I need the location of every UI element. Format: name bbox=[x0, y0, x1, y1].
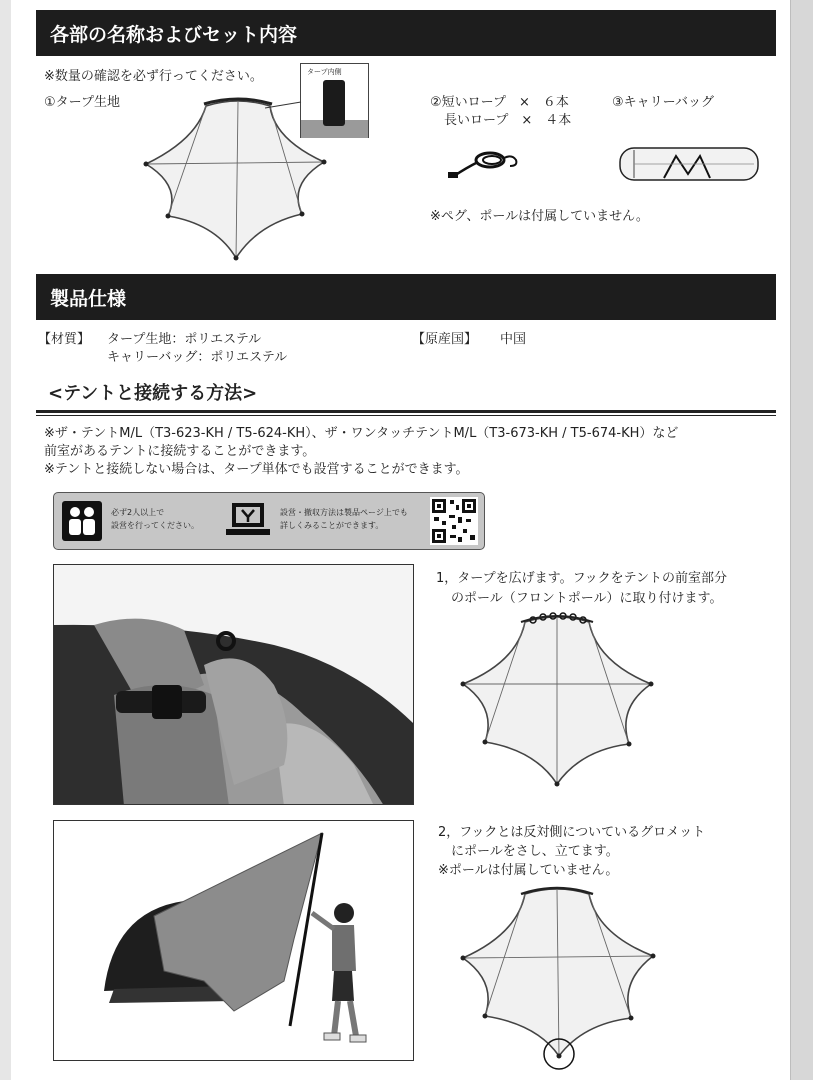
inset-label: タープ内側 bbox=[307, 68, 342, 76]
standalone-note: ※テントと接続しない場合は、タープ単体でも設営することができます。 bbox=[44, 462, 469, 477]
parts-heading: 各部の名称およびセット内容 bbox=[36, 10, 776, 56]
page-edge-right bbox=[790, 0, 813, 1080]
step2-line1: 2，フックとは反対側についているグロメット bbox=[438, 825, 706, 840]
carry-bag-icon bbox=[614, 138, 764, 186]
front-room-note: 前室があるテントに接続することができます。 bbox=[44, 444, 316, 459]
web-info-line2: 詳しくみることができます。 bbox=[280, 521, 384, 530]
long-rope-line: 長いロープ × ４本 bbox=[444, 113, 572, 128]
laptop-icon bbox=[224, 499, 272, 543]
step2-pole-note: ※ポールは付属していません。 bbox=[438, 863, 619, 878]
hook-icon bbox=[323, 80, 345, 126]
pitching-photo bbox=[53, 820, 414, 1061]
heading-rule bbox=[36, 410, 776, 416]
tarp-diagram-icon bbox=[455, 884, 661, 1074]
web-info-line1: 設営・撤収方法は製品ページ上でも bbox=[280, 508, 408, 517]
specs-heading: 製品仕様 bbox=[36, 274, 776, 320]
peg-pole-note: ※ペグ、ポールは付属していません。 bbox=[430, 209, 649, 224]
material-key: 【材質】 bbox=[38, 332, 91, 347]
qr-code-icon[interactable] bbox=[430, 497, 478, 545]
short-rope-line: ②短いロープ × ６本 bbox=[430, 95, 569, 110]
connect-heading: <テントと接続する方法> bbox=[48, 383, 258, 404]
hand-photo bbox=[53, 564, 414, 805]
people-icon bbox=[62, 501, 102, 541]
two-people-line1: 必ず2人以上で bbox=[111, 508, 165, 517]
carry-bag-label: ③キャリーバッグ bbox=[612, 95, 715, 110]
inset-pointer bbox=[265, 100, 305, 112]
material-bag: キャリーバッグ：ポリエステル bbox=[107, 350, 288, 365]
rope-icon bbox=[446, 146, 526, 182]
tarp-diagram-icon bbox=[455, 612, 659, 790]
tarp-inside-inset bbox=[300, 63, 369, 138]
quantity-note: ※数量の確認を必ず行ってください。 bbox=[44, 69, 263, 84]
compatible-tents-note: ※ザ・テントM/L（T3-623-KH / T5-624-KH）、ザ・ワンタッチテントM/L（T3-673-KH / T5-674-KH）など bbox=[44, 426, 679, 441]
tarp-fabric-label: ①タープ生地 bbox=[44, 95, 121, 110]
origin-value: 中国 bbox=[500, 332, 527, 347]
page-edge-left bbox=[0, 0, 11, 1080]
material-tarp: タープ生地：ポリエステル bbox=[107, 332, 262, 347]
step1-line1: 1，タープを広げます。フックをテントの前室部分 bbox=[436, 571, 728, 586]
origin-key: 【原産国】 bbox=[412, 332, 478, 347]
step2-line2: にポールをさし、立てます。 bbox=[451, 844, 619, 859]
setup-info-box bbox=[53, 492, 485, 550]
step1-line2: のポール（フロントポール）に取り付けます。 bbox=[451, 591, 723, 606]
two-people-line2: 設営を行ってください。 bbox=[111, 521, 199, 530]
